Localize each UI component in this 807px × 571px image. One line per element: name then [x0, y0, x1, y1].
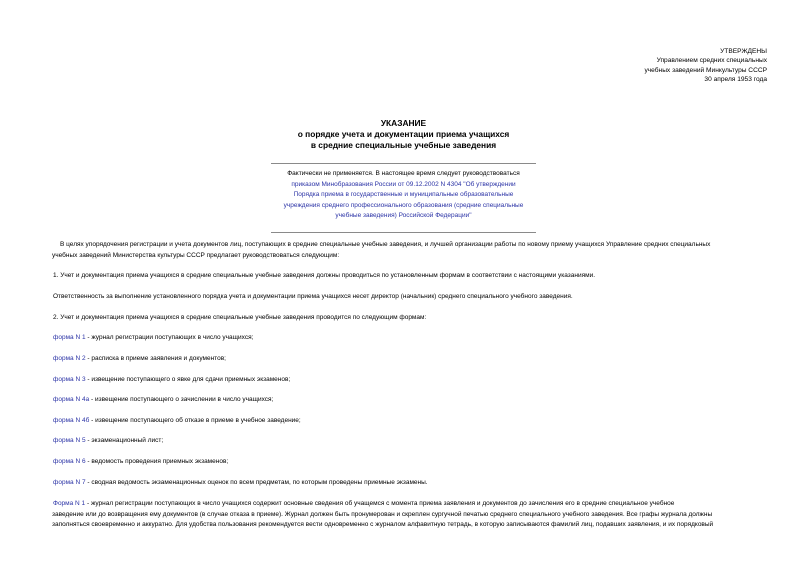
details-line-1-text: - журнал регистрации поступающих в число учащихся содержит основные сведения об учащемся с момента приема заявления и документов до зачисления его в средние специальное учебное [85, 500, 675, 507]
form-4b-description: - извещение поступающего об отказе в приеме в учебное заведение; [89, 417, 301, 424]
form-item [53, 478, 769, 489]
form-1-details-link[interactable]: Форма N 1 [53, 500, 86, 507]
approval-block [644, 47, 767, 85]
form-1-description: - журнал регистрации поступающих в число учащихся; [85, 334, 254, 341]
form-item [53, 395, 769, 406]
form-6-description: - ведомость проведения приемных экзаменов; [85, 458, 229, 465]
form-4b-link[interactable]: форма N 4б [53, 417, 90, 424]
approval-date: 30 апреля 1953 года [704, 76, 767, 84]
form-7-description: - сводная ведомость экзаменационных оценок по всем предметам, по которым проведены приемные экзамены. [85, 479, 428, 486]
form-item [53, 333, 769, 344]
title-line-2: о порядке учета и документации приема учащихся [297, 129, 510, 139]
form-3-link[interactable]: форма N 3 [53, 376, 86, 383]
details-line-2: заведение или до возвращения ему документов (в случае отказа в приеме). Журнал должен быть пронумерован и скреплен сургучной печатью среднего специального учебного заведения. Все графы журнала должны [52, 510, 713, 518]
form-4a-description: - извещение поступающего о зачислении в число учащихся; [89, 396, 274, 403]
paragraph-1: 1. Учет и документация приема учащихся в средние специальные учебные заведения должны проводиться по установленным формам в соответствии с настоящими указаниями. [53, 272, 596, 279]
form-item [53, 436, 769, 447]
form-2-link[interactable]: форма N 2 [53, 355, 86, 362]
form-1-link[interactable]: форма N 1 [53, 334, 86, 341]
form-3-description: - извещение поступающего о явке для сдачи приемных экзаменов; [85, 376, 291, 383]
title-line-3: в средние специальные учебные заведения [310, 140, 497, 150]
document-title [0, 118, 807, 151]
form-1-details-paragraph [53, 499, 769, 531]
form-2-description: - расписка в приеме заявления и документов; [85, 355, 226, 362]
form-7-link[interactable]: форма N 7 [53, 479, 86, 486]
approval-heading: УТВЕРЖДЕНЫ [720, 48, 767, 55]
form-5-description: - экзаменационный лист; [85, 437, 164, 444]
form-item [53, 375, 769, 386]
title-line-1: УКАЗАНИЕ [380, 118, 427, 128]
form-5-link[interactable]: форма N 5 [53, 437, 86, 444]
notice-link-line-1: приказом Минобразования России от 09.12.2002 N 4304 "Об утверждении [291, 180, 516, 188]
notice-link-line-3: учреждения среднего профессионального образования (средние специальные [283, 201, 524, 209]
intro-line-2: учебных заведений Министерства культуры СССР предлагает руководствоваться следующим: [52, 251, 340, 259]
form-4a-link[interactable]: форма N 4а [53, 396, 90, 403]
form-item [53, 354, 769, 365]
approval-authority-line2: учебных заведений Минкультуры СССР [644, 66, 767, 74]
details-line-3: заполняться своевременно и аккуратно. Для удобства пользования рекомендуется вести одновременно с журналом алфавитную тетрадь, в которую записываются фамилий лиц, подавших заявления, и их порядковый [52, 521, 714, 528]
form-6-link[interactable]: форма N 6 [53, 458, 86, 465]
approval-authority-line1: Управлением средних специальных [656, 57, 767, 65]
paragraph-3: 2. Учет и документация приема учащихся в средние специальные учебные заведения проводится по следующим формам: [53, 314, 427, 321]
status-notice [271, 163, 536, 233]
form-item [53, 457, 769, 468]
notice-text: Фактически не применяется. В настоящее время следует руководствоваться [287, 170, 520, 177]
intro-paragraph [53, 240, 769, 261]
details-line-1 [53, 499, 769, 510]
notice-link[interactable] [271, 180, 536, 222]
notice-link-line-4: учебные заведения) Российской Федерации" [335, 212, 472, 219]
paragraph-2: Ответственность за выполнение установленного порядка учета и документации приема учащихся несет директор (начальник) среднего специального учебного заведения. [53, 293, 573, 300]
form-item [53, 416, 769, 427]
intro-line-1: В целях упорядочения регистрации и учета документов лиц, поступающих в средние специальные учебные заведения, и лучшей организации работы по новому приему учащихся Управление средних специальных [60, 241, 711, 248]
notice-link-line-2: Порядка приема в государственные и муниципальные образовательные [293, 191, 514, 198]
